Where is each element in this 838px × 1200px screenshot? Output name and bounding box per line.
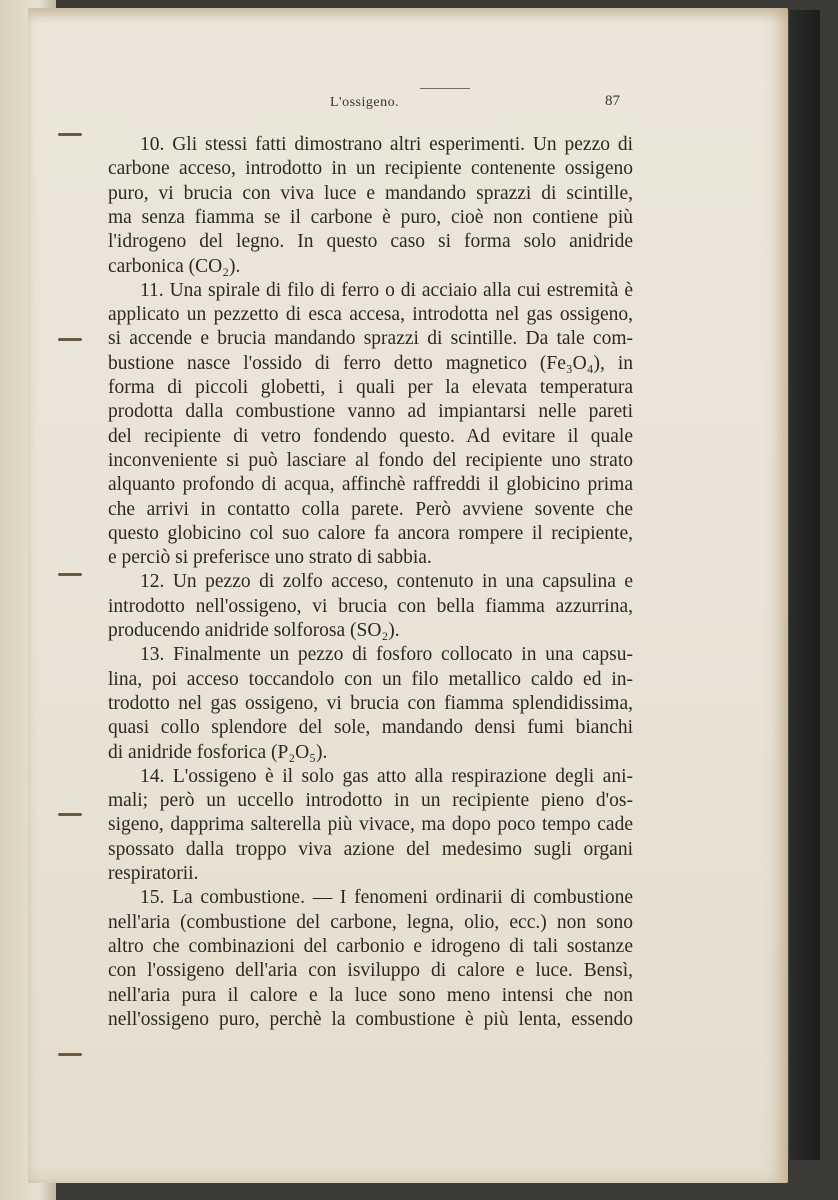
text-line-content: 10. Gli stessi fatti dimostrano altri esperimenti. Un pezzo di (140, 134, 633, 155)
text-line-content: ma senza fiamma se il carbone è puro, cioè non contiene più (108, 206, 633, 228)
running-header-title: L'ossigeno. (330, 95, 400, 110)
text-line-content: 13. Finalmente un pezzo di fosforo collocato in una capsu- (140, 644, 633, 666)
text-line-content: producendo anidride solforosa (SO₂). (108, 620, 400, 641)
text-line (108, 327, 633, 351)
text-line (108, 789, 633, 813)
text-line (108, 959, 633, 983)
text-line (108, 862, 633, 886)
text-line (108, 741, 633, 765)
text-line-content: quasi collo splendore del sole, mandando densi fumi bianchi (108, 717, 633, 739)
stitch-mark (58, 338, 82, 341)
text-line (108, 376, 633, 400)
text-line-content: applicato un pezzetto di esca accesa, introdotta nel gas ossigeno, (108, 304, 633, 326)
text-line-content: con l'ossigeno dell'aria con isviluppo di calore e luce. Bensì, (108, 960, 633, 982)
stitch-mark (58, 573, 82, 576)
text-line (140, 643, 633, 667)
text-line (108, 303, 633, 327)
text-line-content: 14. L'ossigeno è il solo gas atto alla respirazione degli ani- (140, 765, 633, 787)
text-line (108, 1008, 633, 1032)
text-line (108, 255, 633, 279)
text-line-content: bustione nasce l'ossido di ferro detto magnetico (Fe₃O₄), in (108, 352, 633, 374)
text-line (140, 133, 633, 157)
text-line (108, 498, 633, 522)
text-line-content: trodotto nel gas ossigeno, vi brucia con fiamma splendidissima, (108, 692, 633, 714)
text-line (108, 206, 633, 230)
text-line-content: carbonica (CO₂). (108, 255, 241, 277)
text-line-content: di anidride fosforica (P₂O₅). (108, 741, 328, 763)
text-line-content: sigeno, dapprima salterella più vivace, ma dopo poco tempo cade (108, 814, 633, 836)
text-line (108, 668, 633, 692)
text-line (108, 522, 633, 546)
text-line (108, 230, 633, 254)
text-line (108, 984, 633, 1008)
text-line-content: si accende e brucia mandando sprazzi di scintille. Da tale com- (108, 328, 633, 350)
text-line (140, 570, 633, 594)
text-line-content: del recipiente di vetro fondendo questo. Ad evitare il quale (108, 425, 633, 447)
page-number: 87 (605, 93, 620, 109)
text-line-content: l'idrogeno del legno. In questo caso si forma solo anidride (108, 231, 633, 253)
text-line-content: prodotta dalla combustione vanno ad impiantarsi nelle pareti (108, 401, 633, 423)
text-line (108, 813, 633, 837)
text-line (108, 449, 633, 473)
text-line (140, 765, 633, 789)
text-line (108, 473, 633, 497)
text-line-content: questo globicino col suo calore fa ancora rompere il recipiente, (108, 522, 633, 544)
text-line-content: 12. Un pezzo di zolfo acceso, contenuto in una capsulina e (140, 571, 633, 593)
text-line-content: nell'aria pura il calore e la luce sono meno intensi che non (108, 984, 633, 1006)
stitch-mark (58, 813, 82, 816)
text-line-content: 11. Una spirale di filo di ferro o di acciaio alla cui estremità è (140, 279, 633, 301)
text-line-content: nell'aria (combustione del carbone, legna, olio, ecc.) non sono (108, 911, 633, 933)
text-line (108, 716, 633, 740)
text-line-content: respiratorii. (108, 863, 199, 884)
text-line (108, 182, 633, 206)
text-line-content: introdotto nell'ossigeno, vi brucia con bella fiamma azzurrina, (108, 595, 633, 617)
stitch-mark (58, 133, 82, 136)
text-line-content: inconveniente si può lasciare al fondo del recipiente uno strato (108, 449, 633, 471)
text-line-content: forma di piccoli globetti, i quali per la elevata temperatura (108, 377, 633, 398)
text-line (108, 935, 633, 959)
text-line (140, 886, 633, 910)
text-line-content: puro, vi brucia con viva luce e mandando sprazzi di scintille, (108, 182, 633, 204)
text-line (108, 352, 633, 376)
text-line (140, 279, 633, 303)
text-line-content: lina, poi acceso toccandolo con un filo metallico caldo ed in- (108, 668, 633, 690)
text-line-content: e perciò si preferisce uno strato di sabbia. (108, 547, 432, 569)
text-line (108, 619, 633, 643)
text-line (108, 400, 633, 424)
text-line (108, 546, 633, 570)
text-line-content: spossato dalla troppo viva azione del medesimo sugli organi (108, 838, 633, 860)
text-line (108, 157, 633, 181)
header-rule (420, 88, 470, 89)
text-line-content: alquanto profondo di acqua, affinchè raffreddi il globicino prima (108, 474, 633, 496)
text-line (108, 692, 633, 716)
stitch-mark (58, 1053, 82, 1056)
text-line-content: 15. La combustione. — I fenomeni ordinarii di combustione (140, 887, 633, 909)
text-line (108, 425, 633, 449)
text-line-content: mali; però un uccello introdotto in un recipiente pieno d'os- (108, 790, 633, 812)
text-line-content: carbone acceso, introdotto in un recipiente contenente ossigeno (108, 158, 633, 180)
text-line (108, 838, 633, 862)
text-line-content: nell'ossigeno puro, perchè la combustione è più lenta, essendo (108, 1008, 633, 1030)
text-line (108, 911, 633, 935)
text-line-content: che arrivi in contatto colla parete. Però avviene sovente che (108, 498, 633, 520)
text-line-content: altro che combinazioni del carbonio e idrogeno di tali sostanze (108, 935, 633, 957)
text-line (108, 595, 633, 619)
